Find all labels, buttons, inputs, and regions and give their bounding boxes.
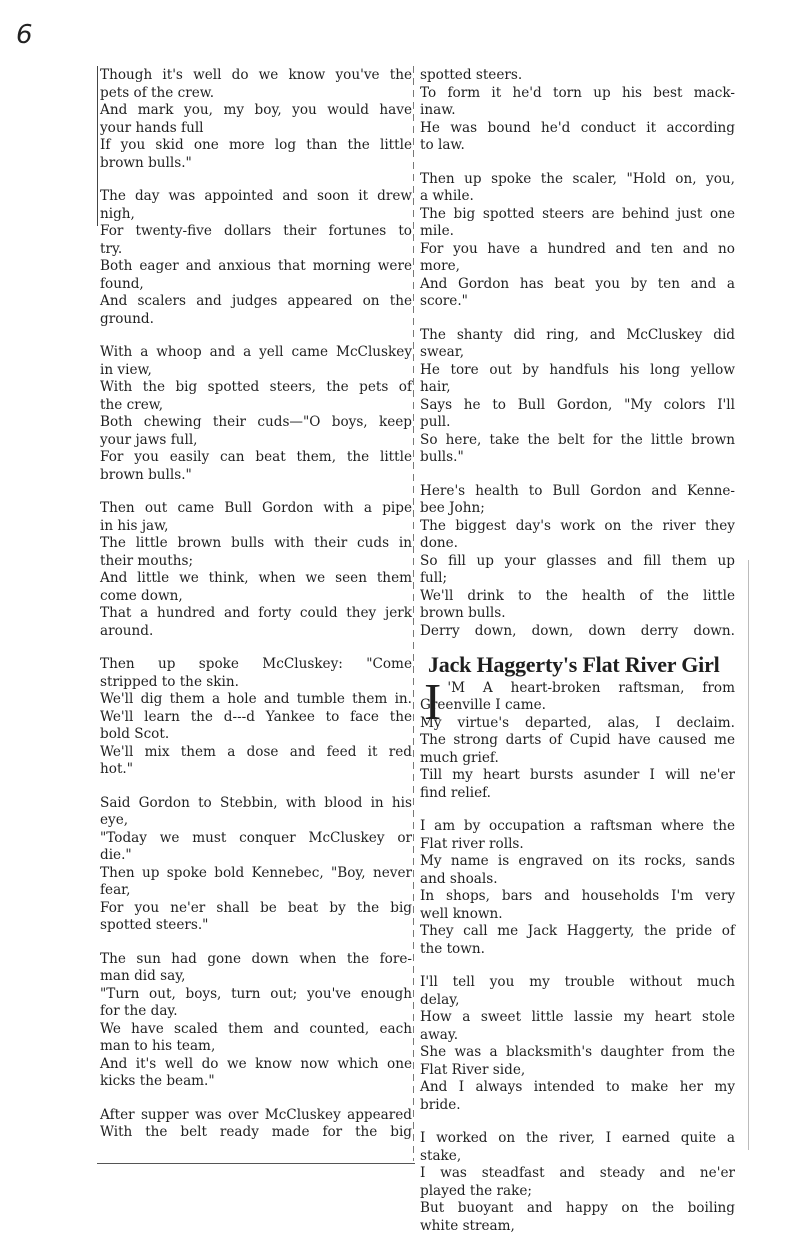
verse-line: your hands full xyxy=(100,119,204,136)
verse-line: played the rake; xyxy=(420,1182,532,1199)
verse-line: With the big spotted steers, the pets of xyxy=(100,379,412,395)
verse-line: for the day. xyxy=(100,1003,178,1019)
bottom-rule xyxy=(97,1163,415,1164)
verse-line: score." xyxy=(420,293,468,309)
verse-line: The strong darts of Cupid have caused me xyxy=(420,732,735,748)
verse-line: And Gordon has beat you by ten and a xyxy=(420,275,735,292)
verse-line: much grief. xyxy=(420,749,499,766)
verse-line: The biggest day's work on the river they xyxy=(420,517,735,534)
verse-line: Then up spoke McCluskey: "Come xyxy=(100,656,412,672)
verse-line: stake, xyxy=(420,1147,462,1164)
verse-line: Then up spoke the scaler, "Hold on, you, xyxy=(420,170,735,187)
verse-line: Then out came Bull Gordon with a pipe xyxy=(100,500,412,516)
verse-line: Derry down, down, down derry down. xyxy=(420,622,735,639)
verse-line: found, xyxy=(100,275,144,292)
verse-line: man to his team, xyxy=(100,1038,216,1054)
verse-line: brown bulls." xyxy=(100,154,192,171)
verse-line: Though it's well do we know you've the xyxy=(100,67,412,83)
verse-line: I am by occupation a raftsman where the xyxy=(420,818,735,834)
verse-line: Both eager and anxious that morning were xyxy=(100,258,412,274)
verse-line: die." xyxy=(100,847,132,863)
right-column xyxy=(420,67,735,1251)
verse-line: That a hundred and forty could they jerk xyxy=(100,605,412,621)
verse-line: find relief. xyxy=(420,784,491,801)
verse-line: try. xyxy=(100,240,123,257)
verse-line: mile. xyxy=(420,223,454,239)
verse-line: delay, xyxy=(420,991,460,1008)
verse-line: your jaws full, xyxy=(100,431,198,448)
verse-line: in view, xyxy=(100,361,152,378)
verse-line: the town. xyxy=(420,940,485,957)
verse-line: We'll dig them a hole and tumble them in. xyxy=(100,691,412,707)
verse xyxy=(420,673,735,803)
verse-line: eye, xyxy=(100,812,129,828)
verse-line: The little brown bulls with their cuds in xyxy=(100,535,412,551)
verse xyxy=(100,344,412,484)
verse-line: Greenville I came. xyxy=(420,697,546,713)
verse-line: well known. xyxy=(420,905,503,922)
verse-line: stripped to the skin. xyxy=(100,673,239,690)
verse-line: He was bound he'd conduct it according xyxy=(420,119,735,136)
column-divider xyxy=(413,66,414,1161)
page-number: 6 xyxy=(16,20,33,50)
verse-line: brown bulls." xyxy=(100,466,192,483)
verse-line: We'll mix them a dose and feed it red xyxy=(100,743,412,760)
verse-line: I'll tell you my trouble without much xyxy=(420,974,735,990)
verse-line: We'll learn the d---d Yankee to face the xyxy=(100,708,412,725)
verse-line: I was steadfast and steady and ne'er xyxy=(420,1165,735,1181)
verse xyxy=(100,67,412,172)
verse-line: And little we think, when we seen them xyxy=(100,570,412,586)
left-margin-rule xyxy=(97,66,98,226)
verse-line: The sun had gone down when the fore- xyxy=(100,950,412,967)
verse xyxy=(420,483,735,641)
verse-line: The big spotted steers are behind just one xyxy=(420,205,735,222)
verse-line: around. xyxy=(100,622,154,639)
verse-line: The day was appointed and soon it drew xyxy=(100,188,412,204)
verse-line: Flat river rolls. xyxy=(420,835,524,852)
verse-line: the crew, xyxy=(100,396,164,413)
verse-line: Here's health to Bull Gordon and Kenne- xyxy=(420,482,735,499)
verse-line: The shanty did ring, and McCluskey did xyxy=(420,326,735,343)
verse xyxy=(420,818,735,958)
verse-line: Flat River side, xyxy=(420,1061,526,1078)
verse-line: away. xyxy=(420,1026,459,1043)
verse-line: nigh, xyxy=(100,205,135,222)
verse-line: They call me Jack Haggerty, the pride of xyxy=(420,923,735,939)
verse-line: a while. xyxy=(420,188,474,204)
verse-line: hair, xyxy=(420,379,451,395)
right-margin-rule xyxy=(748,560,749,1150)
verse-line: For twenty-five dollars their fortunes to xyxy=(100,223,412,239)
verse-line: I worked on the river, I earned quite a xyxy=(420,1130,735,1146)
verse xyxy=(100,188,412,328)
verse-line: We'll drink to the health of the little xyxy=(420,587,735,604)
verse-line: How a sweet little lassie my heart stole xyxy=(420,1009,735,1025)
verse xyxy=(420,1130,735,1235)
verse-line: So fill up your glasses and fill them up xyxy=(420,552,735,569)
verse-line: My virtue's departed, alas, I declaim. xyxy=(420,714,735,731)
verse-line: swear, xyxy=(420,344,465,360)
verse-line: "Turn out, boys, turn out; you've enough xyxy=(100,985,412,1002)
verse-line: pull. xyxy=(420,414,451,430)
verse-line: man did say, xyxy=(100,968,186,984)
drop-cap: I xyxy=(424,673,442,731)
verse-line: And I always intended to make her my xyxy=(420,1079,735,1095)
verse-line: spotted steers." xyxy=(100,917,209,933)
verse-line: And it's well do we know now which one xyxy=(100,1055,412,1072)
verse-line: If you skid one more log than the little xyxy=(100,137,412,153)
verse-line: done. xyxy=(420,535,459,551)
verse-line: For you have a hundred and ten and no xyxy=(420,240,735,257)
verse-line: With the belt ready made for the big xyxy=(100,1124,412,1140)
verse-line: fear, xyxy=(100,882,131,898)
verse xyxy=(420,327,735,467)
verse-line: come down, xyxy=(100,587,183,604)
verse-line: in his jaw, xyxy=(100,517,169,534)
song-verses xyxy=(420,673,735,1236)
verse-line: Both chewing their cuds—"O boys, keep xyxy=(100,414,412,430)
verse-line: kicks the beam." xyxy=(100,1073,215,1089)
verse-line: Then up spoke bold Kennebec, "Boy, never xyxy=(100,864,412,881)
verse-line: more, xyxy=(420,258,460,274)
verse-line: Till my heart bursts asunder I will ne'er xyxy=(420,767,735,783)
verse-line: inaw. xyxy=(420,102,456,118)
verse-line: In shops, bars and households I'm very xyxy=(420,888,735,904)
verse-line: bulls." xyxy=(420,449,464,465)
verse-line: After supper was over McCluskey appeared xyxy=(100,1106,412,1123)
verse xyxy=(100,951,412,1091)
verse-line: brown bulls. xyxy=(420,605,506,621)
verse xyxy=(420,67,735,155)
verse-line: With a whoop and a yell came McCluskey xyxy=(100,344,412,360)
verse-line: to law. xyxy=(420,137,465,153)
verse xyxy=(420,171,735,311)
verse xyxy=(100,656,412,779)
verse-line: For you ne'er shall be beat by the big xyxy=(100,899,412,916)
right-column-verses xyxy=(420,67,735,640)
verse xyxy=(420,974,735,1114)
verse-line: "Today we must conquer McCluskey or xyxy=(100,829,412,846)
verse xyxy=(100,795,412,935)
left-column xyxy=(100,67,412,1158)
verse-line: pets of the crew. xyxy=(100,84,215,101)
verse-line: He tore out by handfuls his long yellow xyxy=(420,361,735,378)
verse-line: ground. xyxy=(100,310,154,327)
verse-line: bride. xyxy=(420,1096,461,1113)
verse-line: spotted steers. xyxy=(420,67,523,83)
verse-line: She was a blacksmith's daughter from the xyxy=(420,1044,735,1060)
verse-line: bee John; xyxy=(420,500,485,516)
verse-line: hot." xyxy=(100,761,133,777)
verse-line: And scalers and judges appeared on the xyxy=(100,293,412,309)
verse-line: So here, take the belt for the little brown xyxy=(420,431,735,448)
verse-line: And mark you, my boy, you would have xyxy=(100,102,412,118)
verse-line: To form it he'd torn up his best mack- xyxy=(420,84,735,101)
verse-line: But buoyant and happy on the boiling xyxy=(420,1200,735,1216)
song-title: Jack Haggerty's Flat River Girl xyxy=(428,652,720,677)
verse-line: bold Scot. xyxy=(100,726,170,742)
verse-line: Says he to Bull Gordon, "My colors I'll xyxy=(420,396,735,413)
verse-line: 'M A heart-broken raftsman, from xyxy=(447,679,735,696)
verse-line: Said Gordon to Stebbin, with blood in his xyxy=(100,794,412,811)
verse-line: We have scaled them and counted, each xyxy=(100,1020,412,1037)
verse-line: full; xyxy=(420,570,448,586)
verse xyxy=(100,500,412,640)
verse-line: For you easily can beat them, the little xyxy=(100,449,412,465)
verse-line: and shoals. xyxy=(420,870,498,887)
verse-line: their mouths; xyxy=(100,552,194,569)
verse-line: My name is engraved on its rocks, sands xyxy=(420,853,735,869)
verse xyxy=(100,1107,412,1142)
verse-line: white stream, xyxy=(420,1217,515,1234)
